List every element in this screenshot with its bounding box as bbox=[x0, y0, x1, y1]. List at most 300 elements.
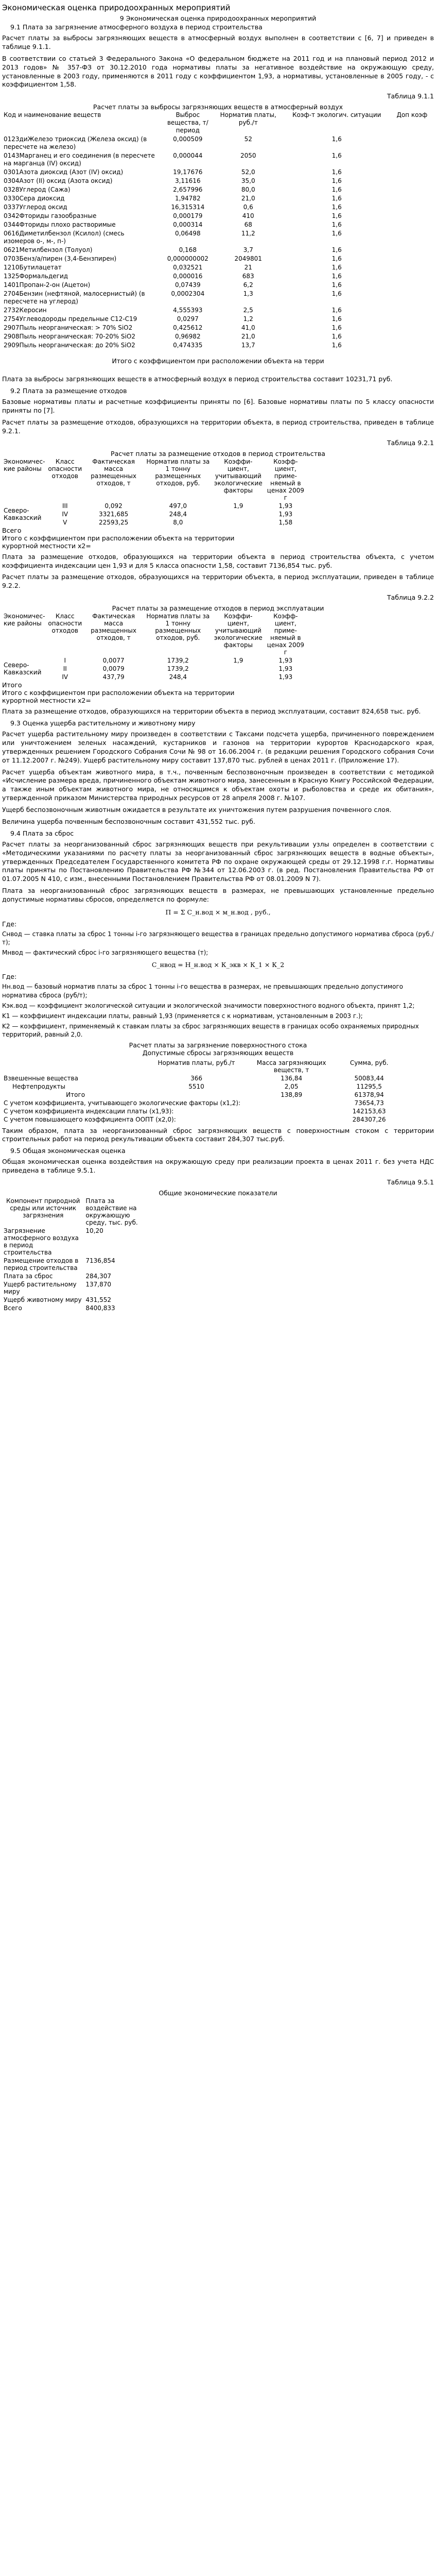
paragraph: Расчет платы за размещение отходов, образующихся на территории объекта, в период строительства, приведен в таблице 9.2.1. bbox=[2, 418, 434, 435]
cell: 1,3 bbox=[243, 290, 253, 298]
table-row bbox=[2, 1099, 434, 1107]
cell: 1,2 bbox=[243, 315, 253, 323]
substance-name: Сера диоксид bbox=[19, 195, 65, 202]
cell: 1,6 bbox=[332, 307, 342, 314]
header-cell: Класс опасности отходов bbox=[48, 457, 82, 480]
cell: 11295,5 bbox=[356, 1082, 382, 1090]
substance-name: Пыль неорганическая: > 70% SiO2 bbox=[19, 324, 133, 332]
cell: 21,0 bbox=[241, 195, 255, 202]
cell: 1,93 bbox=[278, 673, 293, 681]
cell: 3,7 bbox=[243, 246, 253, 254]
header-cell: Норматив платы, руб./т bbox=[158, 1059, 235, 1066]
section-9-5-heading: 9.5 Общая экономическая оценка bbox=[10, 1147, 126, 1155]
substance-name: Азота диоксид (Азот (IV) оксид) bbox=[19, 168, 124, 176]
cell: 0,0077 bbox=[102, 657, 125, 665]
cell: 3321,685 bbox=[98, 510, 129, 518]
header-cell: Норматив платы за 1 тонну размещенных отходов, руб. bbox=[146, 613, 210, 642]
paragraph: В соответствии со статьей 3 Федерального Закона «О федеральном бюджете на 2011 год и на плановый период 2012 и 2013 годов» № 357-ФЗ от 30.12.2010 года нормативы платы за негативное воздействие на окружающую среду, установленные в 2003 году, применяются в 2011 году с коэффициентом 1,93, а нормативы, установленные в 2005 году, - с коэффициентом 1,58. bbox=[2, 54, 434, 89]
cell: 138,89 bbox=[281, 1091, 303, 1098]
substance-code-name bbox=[2, 341, 158, 350]
section-9-1-heading: 9.1 Плата за загрязнение атмосферного воздуха в период строительства bbox=[10, 23, 263, 31]
header-cell: Класс опасности отходов bbox=[48, 613, 82, 635]
table-label: Таблица 9.2.1 bbox=[387, 438, 434, 447]
table-row bbox=[2, 255, 434, 263]
cell: 0,000000002 bbox=[167, 255, 208, 263]
discharge-table bbox=[2, 1059, 434, 1124]
substance-name: Фториды плохо растворимые bbox=[19, 221, 116, 229]
cell: 410 bbox=[242, 212, 254, 220]
table-row bbox=[2, 212, 434, 221]
substance-code: 2907 bbox=[4, 324, 20, 332]
table-header-row bbox=[2, 1059, 434, 1074]
paragraph: Где: bbox=[2, 920, 17, 928]
substance-code: 1325 bbox=[4, 273, 20, 280]
table-row bbox=[2, 194, 434, 203]
substance-name: Марганец и его соединения (в пересчете на марганца (IV) оксид) bbox=[4, 152, 155, 167]
substance-name: Керосин bbox=[19, 307, 47, 314]
cell: 52,0 bbox=[241, 168, 255, 176]
region-cell: Северо-Кавказский bbox=[4, 506, 42, 521]
cell: 137,870 bbox=[85, 1281, 112, 1289]
header-cell: Экономичес-кие районы bbox=[4, 457, 45, 472]
cell: 80,0 bbox=[241, 186, 255, 194]
cell: 142153,63 bbox=[352, 1107, 386, 1115]
cell: 10,20 bbox=[85, 1227, 103, 1235]
region-cell: Северо-Кавказский bbox=[4, 662, 42, 676]
substance-code: 0621 bbox=[4, 246, 20, 254]
substance-name: Пыль неорганическая: до 20% SiO2 bbox=[19, 342, 135, 349]
paragraph: Базовые нормативы платы и расчетные коэффициенты приняты по [6]. Базовые нормативы платы по 5 классу опасности приняты по [7]. bbox=[2, 398, 434, 414]
table-row bbox=[2, 315, 434, 324]
substance-code: 2732 bbox=[4, 307, 20, 314]
substance-code: 0344 bbox=[4, 221, 20, 229]
substance-code-name bbox=[2, 151, 158, 168]
table-caption: Расчет платы за размещение отходов в период строительства bbox=[111, 449, 325, 457]
substance-name: Метилбензол (Толуол) bbox=[19, 246, 93, 254]
cell: 1,6 bbox=[332, 324, 342, 332]
table-row bbox=[2, 1107, 434, 1115]
substance-code-name bbox=[2, 324, 158, 332]
cell: 21,0 bbox=[241, 333, 255, 341]
cell: 21 bbox=[244, 264, 252, 272]
header-cell: Норматив платы за 1 тонну размещенных отходов, руб. bbox=[146, 457, 210, 487]
substance-name: Диметилбензол (Ксилол) (смесь изомеров о-, м-, п-) bbox=[4, 230, 125, 245]
substance-code: 0143 bbox=[4, 152, 20, 160]
cell: 35,0 bbox=[241, 177, 255, 185]
cell: 0,000016 bbox=[173, 273, 203, 280]
substance-code-name bbox=[2, 185, 158, 194]
cell: 1739,2 bbox=[167, 657, 189, 665]
substance-code-name bbox=[2, 229, 158, 246]
table-row bbox=[2, 510, 434, 518]
cell: С учетом коэффициента, учитывающего экологические факторы (х1,2): bbox=[4, 1099, 241, 1107]
section-9-2-heading: 9.2 Плата за размещение отходов bbox=[10, 387, 127, 395]
cell: III bbox=[62, 502, 68, 510]
cell: 248,4 bbox=[169, 510, 187, 518]
cell: 497,0 bbox=[169, 502, 187, 510]
header-cell: Коэфф-циент, приме-няемый в ценах 2009 г bbox=[267, 613, 304, 656]
cell: 0,000509 bbox=[173, 135, 203, 143]
substance-code: 0330 bbox=[4, 195, 20, 202]
cell: 437,79 bbox=[102, 673, 125, 681]
cell: Ущерб животному миру bbox=[4, 1296, 82, 1304]
substance-code: 0328 bbox=[4, 186, 20, 194]
substance-code-name bbox=[2, 315, 158, 324]
cell: 1,6 bbox=[332, 212, 342, 220]
cell: 0,000314 bbox=[173, 221, 203, 229]
paragraph: Расчет ущерба растительному миру произведен в соответствии с Таксами подсчета ущерба, причиненного повреждением или уничтожением зеленых насаждений, кустарников и газонов на территории курортов Краснодарского края, утвержденных решением Городского Собрания Сочи № 98 от 16.06.2004 г. (в редакции решения Городского собрания Сочи от 11.12.2007 г. №249). Ущерб растительному миру составит 137,870 тыс. рублей в ценах 2011 г. (Приложение 17). bbox=[2, 730, 434, 764]
cell: 431,552 bbox=[85, 1296, 112, 1304]
cell: 13,7 bbox=[241, 342, 255, 349]
cell: 61378,94 bbox=[354, 1091, 384, 1098]
cell: 1,93 bbox=[278, 502, 293, 510]
cell: 1,6 bbox=[332, 195, 342, 202]
header-cell: Компонент природной среды или источник загрязнения bbox=[6, 1197, 80, 1219]
cell: 68 bbox=[244, 221, 252, 229]
header-cell: Коэффи-циент, учитывающий экологические факторы bbox=[214, 457, 263, 494]
table-row bbox=[2, 1257, 434, 1272]
header-cell: Экономичес-кие районы bbox=[4, 613, 45, 628]
cell: 136,84 bbox=[281, 1074, 303, 1082]
cell bbox=[213, 665, 265, 673]
substance-code-name bbox=[2, 272, 158, 281]
cell: 8400,833 bbox=[85, 1304, 115, 1312]
cell: 0,000179 bbox=[173, 212, 203, 220]
cell: 1739,2 bbox=[167, 665, 189, 673]
table-caption: Общие экономические показатели bbox=[159, 1189, 277, 1197]
substance-code-name bbox=[2, 168, 158, 177]
cell: IV bbox=[62, 673, 68, 681]
cell: 1,93 bbox=[278, 510, 293, 518]
paragraph: Где: bbox=[2, 973, 17, 981]
cell: 1,6 bbox=[332, 290, 342, 298]
table-caption: Расчет платы за загрязнение поверхностного стока bbox=[129, 1041, 307, 1049]
substance-code-name bbox=[2, 203, 158, 212]
cell: 0,0002304 bbox=[171, 290, 205, 298]
cell: Нефтепродукты bbox=[12, 1082, 65, 1090]
cell: 7136,854 bbox=[85, 1257, 115, 1265]
cell: 8,0 bbox=[173, 518, 183, 526]
document bbox=[0, 3, 436, 1323]
cell: Взвешенные вещества bbox=[4, 1074, 78, 1082]
substance-name: Бенз/а/пирен (3,4-Бензпирен) bbox=[19, 255, 117, 263]
cell: С учетом повышающего коэффициента ООПТ (х2,0): bbox=[4, 1115, 176, 1123]
document-title: Экономическая оценка природоохранных мероприятий bbox=[2, 3, 231, 12]
paragraph: Расчет ущерба объектам животного мира, в т.ч., почвенным беспозвоночным произведен в соответствии с методикой «Исчисление размера вреда, причиненного объектам животного мира, занесенным в Красную Книгу Российской Федерации, а также иным объектам животного мира, не относящимся к объектам охоты и рыболовства и среде их обитания», утвержденной приказом Министерства природных ресурсов от 28 апреля 2008 г. №107. bbox=[2, 768, 434, 802]
substance-code-name bbox=[2, 263, 158, 272]
substance-code-name bbox=[2, 332, 158, 341]
substance-code-name bbox=[2, 290, 158, 306]
cell: 73654,73 bbox=[354, 1099, 384, 1107]
cell: I bbox=[64, 657, 66, 665]
emissions-table bbox=[2, 111, 434, 350]
cell: 1,93 bbox=[278, 657, 293, 665]
table-row bbox=[2, 185, 434, 194]
cell: IV bbox=[62, 510, 68, 518]
cell bbox=[213, 510, 265, 518]
table-caption: Расчет платы за размещение отходов в период эксплуатации bbox=[112, 604, 324, 613]
definition: K2 — коэффициент, применяемый к ставкам платы за сброс загрязняющих веществ в границах особо охраняемых природных территорий, равный 2,0. bbox=[2, 1023, 419, 1039]
paragraph: Плата за размещение отходов, образующихся на территории объекта в период строительства объекта, с учетом коэффициента индексации цен 1,93 и для 5 класса опасности 1,58, составит 7136,854 тыс. руб. bbox=[2, 552, 434, 569]
cell: Всего bbox=[4, 1304, 22, 1312]
substance-code: 0304 bbox=[4, 177, 20, 185]
cell: 1,94782 bbox=[175, 195, 201, 202]
substance-code: 0342 bbox=[4, 212, 20, 220]
paragraph: Ущерб беспозвоночным животным ожидается в результате их уничтожения путем разрушения почвенного слоя. bbox=[2, 806, 392, 814]
table-row bbox=[2, 306, 434, 315]
cell: 50083,44 bbox=[354, 1074, 384, 1082]
table-row bbox=[2, 1227, 434, 1257]
cell: 0,168 bbox=[179, 246, 197, 254]
table-row bbox=[2, 177, 434, 185]
table-row bbox=[2, 1074, 434, 1082]
cell bbox=[213, 673, 265, 681]
table-row bbox=[2, 221, 434, 229]
cell: 2050 bbox=[240, 152, 256, 160]
waste-operation-table bbox=[2, 612, 434, 681]
header-cell: Плата за воздействие на окружающую среду, тыс. руб. bbox=[85, 1197, 138, 1227]
section-9-heading: 9 Экономическая оценка природоохранных мероприятий bbox=[119, 14, 317, 22]
cell: 1,6 bbox=[332, 152, 342, 160]
table-total: Итого bbox=[2, 681, 22, 689]
table-row bbox=[2, 1082, 434, 1091]
cell: 2,5 bbox=[243, 307, 253, 314]
cell: 1,6 bbox=[332, 135, 342, 143]
cell: Итого bbox=[66, 1091, 85, 1098]
substance-code-name bbox=[2, 255, 158, 263]
table-row bbox=[2, 246, 434, 255]
substance-code-name bbox=[2, 221, 158, 229]
cell: 1,6 bbox=[332, 255, 342, 263]
definition: K1 — коэффициент индексации платы, равный 1,93 (применяется с к нормативам, установленным в 2003 г.); bbox=[2, 1012, 363, 1020]
table-subcaption: Допустимые сбросы загрязняющих веществ bbox=[142, 1048, 294, 1057]
header-cell: Норматив платы, руб./т bbox=[220, 111, 276, 127]
table-row bbox=[2, 324, 434, 332]
cell: 1,58 bbox=[278, 518, 293, 526]
table-row bbox=[2, 203, 434, 212]
definition: Снвод — ставка платы за сброс 1 тонны i-го загрязняющего вещества в границах предельно допустимого норматива сброса (руб./т); bbox=[2, 930, 434, 946]
substance-code-name bbox=[2, 177, 158, 185]
table-row bbox=[2, 341, 434, 350]
substance-code: 2704 bbox=[4, 290, 20, 298]
formula: С_нвод = Н_н.вод × К_экв × К_1 × К_2 bbox=[151, 961, 285, 969]
cell: 4,555393 bbox=[173, 307, 203, 314]
substance-name: Бутилацетат bbox=[19, 264, 62, 272]
substance-code: 0301 bbox=[4, 168, 20, 176]
cell: 0,0297 bbox=[177, 315, 199, 323]
substance-code: 2754 bbox=[4, 315, 20, 323]
substance-name: Углеводороды предельные C12-C19 bbox=[19, 315, 137, 323]
table-row bbox=[2, 665, 434, 673]
section-9-4-heading: 9.4 Плата за сброс bbox=[10, 829, 74, 837]
cell: 1,6 bbox=[332, 281, 342, 289]
cell: 0,07439 bbox=[175, 281, 201, 289]
substance-name: Бензин (нефтяной, малосернистый) (в пересчете на углерод) bbox=[4, 290, 145, 306]
table-header-row bbox=[2, 111, 434, 135]
substance-code: 2909 bbox=[4, 342, 20, 349]
cell: 2,05 bbox=[284, 1082, 299, 1090]
table-row bbox=[2, 1272, 434, 1280]
substance-name: Углерод оксид bbox=[19, 204, 67, 211]
paragraph: Плата за неорганизованный сброс загрязняющих веществ в размерах, не превышающих установленные предельно допустимые нормативы сбросов, определяется по формуле: bbox=[2, 887, 434, 903]
cell: Ущерб растительному миру bbox=[4, 1281, 77, 1296]
header-cell: Доп коэф bbox=[396, 111, 428, 119]
cell: 284307,26 bbox=[352, 1115, 386, 1123]
cell: 284,307 bbox=[85, 1273, 112, 1280]
cell: 0,425612 bbox=[173, 324, 203, 332]
substance-name: Углерод (Сажа) bbox=[19, 186, 71, 194]
cell: 0,0079 bbox=[102, 665, 125, 673]
cell: 5510 bbox=[188, 1082, 204, 1090]
cell: 1,9 bbox=[233, 502, 243, 510]
table-row bbox=[2, 272, 434, 281]
table-row bbox=[2, 1091, 434, 1099]
table-caption: Расчет платы за выбросы загрязняющих веществ в атмосферный воздух bbox=[93, 103, 343, 111]
cell: 0,474335 bbox=[173, 342, 203, 349]
cell: 41,0 bbox=[241, 324, 255, 332]
substance-name: диЖелезо триоксид (Железа оксид) (в пересчете на железо) bbox=[4, 135, 147, 151]
substance-name: Формальдегид bbox=[19, 273, 68, 280]
cell: 11,2 bbox=[241, 230, 255, 238]
cell: 683 bbox=[242, 273, 254, 280]
definition: Кэк.вод — коэффициент экологической ситуации и экологической значимости поверхностного водного объекта, принят 1,2; bbox=[2, 1002, 415, 1009]
cell: 1,6 bbox=[332, 273, 342, 280]
section-9-3-heading: 9.3 Оценка ущерба растительному и животному миру bbox=[10, 719, 196, 727]
definition: Нн.вод — базовый норматив платы за сброс 1 тонны i-го вещества в размерах, не превышающих предельно допустимого норматива сброса (руб/т); bbox=[2, 983, 404, 999]
cell: 1,93 bbox=[278, 665, 293, 673]
substance-code: 0337 bbox=[4, 204, 20, 211]
table-label: Таблица 9.5.1 bbox=[387, 1178, 434, 1187]
table-label: Таблица 9.2.2 bbox=[387, 594, 434, 602]
cell: 0,6 bbox=[243, 204, 253, 211]
table-row bbox=[2, 332, 434, 341]
substance-code: 1401 bbox=[4, 281, 20, 289]
table-total: Итого с коэффициентом при расположении объекта на территории курортной местности х2= bbox=[2, 534, 235, 550]
definition: Мнвод — фактический сброс i-го загрязняющего вещества (т); bbox=[2, 949, 208, 957]
substance-code-name bbox=[2, 246, 158, 255]
cell: 16,315314 bbox=[171, 204, 205, 211]
cell: 0,092 bbox=[104, 502, 123, 510]
cell: Плата за сброс bbox=[4, 1273, 53, 1280]
table-header-row bbox=[2, 612, 434, 656]
header-cell: Выброс вещества, т/период bbox=[167, 111, 208, 134]
cell: 1,6 bbox=[332, 246, 342, 254]
paragraph: Расчет платы за неорганизованный сброс загрязняющих веществ при рекультивации узлы определен в соответствии с «Методическими указаниями по расчету платы за неорганизованный сброс загрязняющих веществ в водные объекты», утвержденных Председателем Государственного комитета РФ по охране окружающей среды от 29.12.1998 г.г. Нормативы платы приняты по Постановлению Правительства РФ №344 от 12.06.2003 г. (в ред. Постановления Правительства РФ от 01.07.2005 N 410, с изм., внесенными Постановлением Правительства РФ от 08.01.2009 N 7). bbox=[2, 840, 434, 883]
cell: Загрязнение атмосферного воздуха в период строительства bbox=[4, 1227, 79, 1257]
paragraph: Плата за размещение отходов, образующихся на территории объекта в период эксплуатации, составит 824,658 тыс. руб. bbox=[2, 707, 421, 716]
cell: 1,6 bbox=[332, 230, 342, 238]
substance-name: Азот (II) оксид (Азота оксид) bbox=[19, 177, 113, 185]
cell: 248,4 bbox=[169, 673, 187, 681]
table-row bbox=[2, 151, 434, 168]
cell: 2,657996 bbox=[173, 186, 203, 194]
header-cell: Масса загрязняющих веществ, т bbox=[256, 1059, 326, 1074]
table-row bbox=[2, 168, 434, 177]
substance-code: 1210 bbox=[4, 264, 20, 272]
cell: 1,6 bbox=[332, 168, 342, 176]
table-row bbox=[2, 290, 434, 306]
cell: 1,6 bbox=[332, 186, 342, 194]
table-row bbox=[2, 518, 434, 527]
cell: 1,6 bbox=[332, 333, 342, 341]
cell: 1,9 bbox=[233, 657, 243, 665]
paragraph: Общая экономическая оценка воздействия на окружающую среду при реализации проекта в ценах 2011 г. без учета НДС приведена в таблице 9.5.1. bbox=[2, 1158, 434, 1175]
cell: 19,17676 bbox=[173, 168, 203, 176]
paragraph: Величина ущерба почвенным беспозвоночным составит 431,552 тыс. руб. bbox=[2, 817, 255, 825]
table-row bbox=[2, 229, 434, 246]
cell: 1,6 bbox=[332, 315, 342, 323]
header-cell: Коэфф-циент, приме-няемый в ценах 2009 г bbox=[267, 457, 304, 501]
table-label: Таблица 9.1.1 bbox=[387, 92, 434, 100]
cell: 1,6 bbox=[332, 204, 342, 211]
cell: II bbox=[63, 665, 67, 673]
cell: V bbox=[63, 518, 67, 526]
cell: 0,06498 bbox=[175, 230, 201, 238]
substance-name: Пропан-2-он (Ацетон) bbox=[19, 281, 91, 289]
cell: 0,96982 bbox=[175, 333, 201, 341]
table-row bbox=[2, 1296, 434, 1304]
substance-code: 0703 bbox=[4, 255, 20, 263]
substance-code-name bbox=[2, 135, 158, 151]
table-row bbox=[2, 1280, 434, 1296]
cell: 366 bbox=[190, 1074, 202, 1082]
table-row bbox=[2, 263, 434, 272]
paragraph: Расчет платы за размещение отходов, образующихся на территории объекта, в период эксплуатации, приведен в таблице 9.2.2. bbox=[2, 573, 434, 590]
cell: 1,6 bbox=[332, 342, 342, 349]
cell: 1,6 bbox=[332, 221, 342, 229]
cell: 0,032521 bbox=[173, 264, 203, 272]
waste-construction-table bbox=[2, 457, 434, 527]
table-total: Итого с коэффициентом при расположении объекта на терри bbox=[112, 357, 324, 365]
cell: С учетом коэффициента индексации платы (х1,93): bbox=[4, 1107, 174, 1115]
paragraph: Расчет платы за выбросы загрязняющих веществ в атмосферный воздух выполнен в соответствии с [6, 7] и приведен в таблице 9.1.1. bbox=[2, 34, 434, 50]
cell: 1,6 bbox=[332, 177, 342, 185]
formula: П = Σ С_н.вод × м_н.вод , руб., bbox=[165, 908, 271, 916]
header-cell: Фактическая масса размещенных отходов, т bbox=[91, 457, 136, 487]
cell: Размещение отходов в период строительства bbox=[4, 1257, 79, 1272]
summary-table bbox=[2, 1197, 434, 1312]
table-row bbox=[2, 656, 434, 665]
table-row bbox=[2, 1115, 434, 1124]
table-row bbox=[2, 502, 434, 510]
cell: 6,2 bbox=[243, 281, 253, 289]
cell: 22593,25 bbox=[98, 518, 129, 526]
table-row bbox=[2, 135, 434, 151]
header-cell: Коэф-т экологич. ситуации bbox=[292, 111, 381, 119]
table-row bbox=[2, 1304, 434, 1312]
header-cell: Сумма, руб. bbox=[350, 1059, 389, 1066]
cell: 2049801 bbox=[234, 255, 262, 263]
table-header-row bbox=[2, 1197, 434, 1227]
substance-code-name bbox=[2, 212, 158, 221]
header-cell: Фактическая масса размещенных отходов, т bbox=[91, 613, 136, 642]
cell bbox=[213, 518, 265, 527]
header-cell: Коэффи-циент, учитывающий экологические факторы bbox=[214, 613, 263, 649]
substance-code-name bbox=[2, 194, 158, 203]
cell: 1,6 bbox=[332, 264, 342, 272]
substance-code: 0616 bbox=[4, 230, 20, 238]
table-total: Итого с коэффициентом при расположении объекта на территории курортной местности х2= bbox=[2, 689, 235, 705]
substance-name: Пыль неорганическая: 70-20% SiO2 bbox=[19, 333, 135, 341]
paragraph: Плата за выбросы загрязняющих веществ в атмосферный воздух в период строительства составит 10231,71 руб. bbox=[2, 375, 393, 383]
substance-name: Фториды газообразные bbox=[19, 212, 97, 220]
table-header-row bbox=[2, 457, 434, 502]
cell: 0,000044 bbox=[173, 152, 203, 160]
substance-code-name bbox=[2, 306, 158, 315]
substance-code: 0123 bbox=[4, 135, 20, 143]
table-row bbox=[2, 281, 434, 290]
paragraph: Таким образом, плата за неорганизованный сброс загрязняющих веществ с поверхностным стоком с территории строительных работ на период рекультивации объекта составит 284,307 тыс.руб. bbox=[2, 1126, 434, 1143]
